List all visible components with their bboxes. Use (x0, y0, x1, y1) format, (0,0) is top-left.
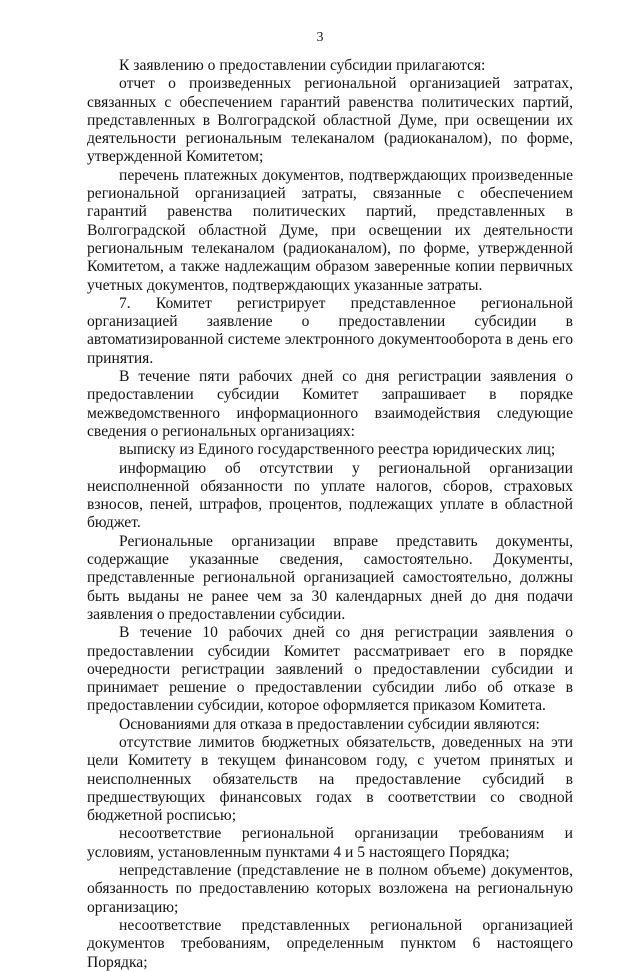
paragraph: несоответствие представленных региональной организацией документов требованиям, определенным пунктом 6 настоящего Порядка; (87, 916, 573, 971)
paragraph: информацию об отсутствии у региональной организации неисполненной обязанности по уплате налогов, сборов, страховых взносов, пеней, штрафов, процентов, подлежащих уплате в областной бюджет. (87, 459, 573, 532)
document-body (87, 57, 573, 972)
paragraph: перечень платежных документов, подтверждающих произведенные региональной организацией затраты, связанные с обеспечением гарантий равенства политических партий, представленных в Волгоградской областной Думе, при освещении их деятельности региональным телеканалом (радиоканалом), по форме, утвержденной Комитетом, а также надлежащим образом заверенные копии первичных учетных документов, подтверждающих указанные затраты. (87, 166, 573, 294)
paragraph: Региональные организации вправе представить документы, содержащие указанные сведения, самостоятельно. Документы, представленные региональной организацией самостоятельно, должны быть выданы не ранее чем за 30 календарных дней до дня подачи заявления о предоставлении субсидии. (87, 532, 573, 623)
paragraph: Основаниями для отказа в предоставлении субсидии являются: (119, 715, 540, 733)
paragraph: К заявлению о предоставлении субсидии прилагаются: (119, 57, 486, 74)
paragraph: В течение пяти рабочих дней со дня регистрации заявления о предоставлении субсидии Комитет запрашивает в порядке межведомственного информационного взаимодействия следующие сведения о региональных организациях: (87, 368, 573, 440)
paragraph: 7. Комитет регистрирует представленное региональной организацией заявление о предоставлении субсидии в автоматизированной системе электронного документооборота в день его принятия. (87, 294, 573, 367)
page-number: 3 (316, 30, 324, 45)
paragraph: В течение 10 рабочих дней со дня регистрации заявления о предоставлении субсидии Комитет рассматривает его в порядке очередности регистрации заявлений о предоставлении субсидии и принимает решение о предоставлении субсидии либо об отказе в предоставлении субсидии, которое оформляется приказом Комитета. (87, 624, 573, 715)
paragraph: непредставление (представление не в полном объеме) документов, обязанность по предоставлению которых возложена на региональную организацию; (87, 862, 573, 916)
paragraph: несоответствие региональной организации требованиям и условиям, установленным пунктами 4 и 5 настоящего Порядка; (87, 825, 573, 861)
paragraph: отсутствие лимитов бюджетных обязательств, доведенных на эти цели Комитету в текущем финансовом году, с учетом принятых и неисполненных обязательств на предоставление субсидий в предшествующих финансовых годах в соответствии со сводной бюджетной росписью; (87, 733, 573, 825)
paragraph: выписку из Единого государственного реестра юридических лиц; (119, 441, 556, 459)
paragraph: отчет о произведенных региональной организацией затратах, связанных с обеспечением гарантий равенства политических партий, представленных в Волгоградской областной Думе, при освещении их деятельности региональным телеканалом (радиоканалом), по форме, утвержденной Комитетом; (87, 75, 573, 166)
